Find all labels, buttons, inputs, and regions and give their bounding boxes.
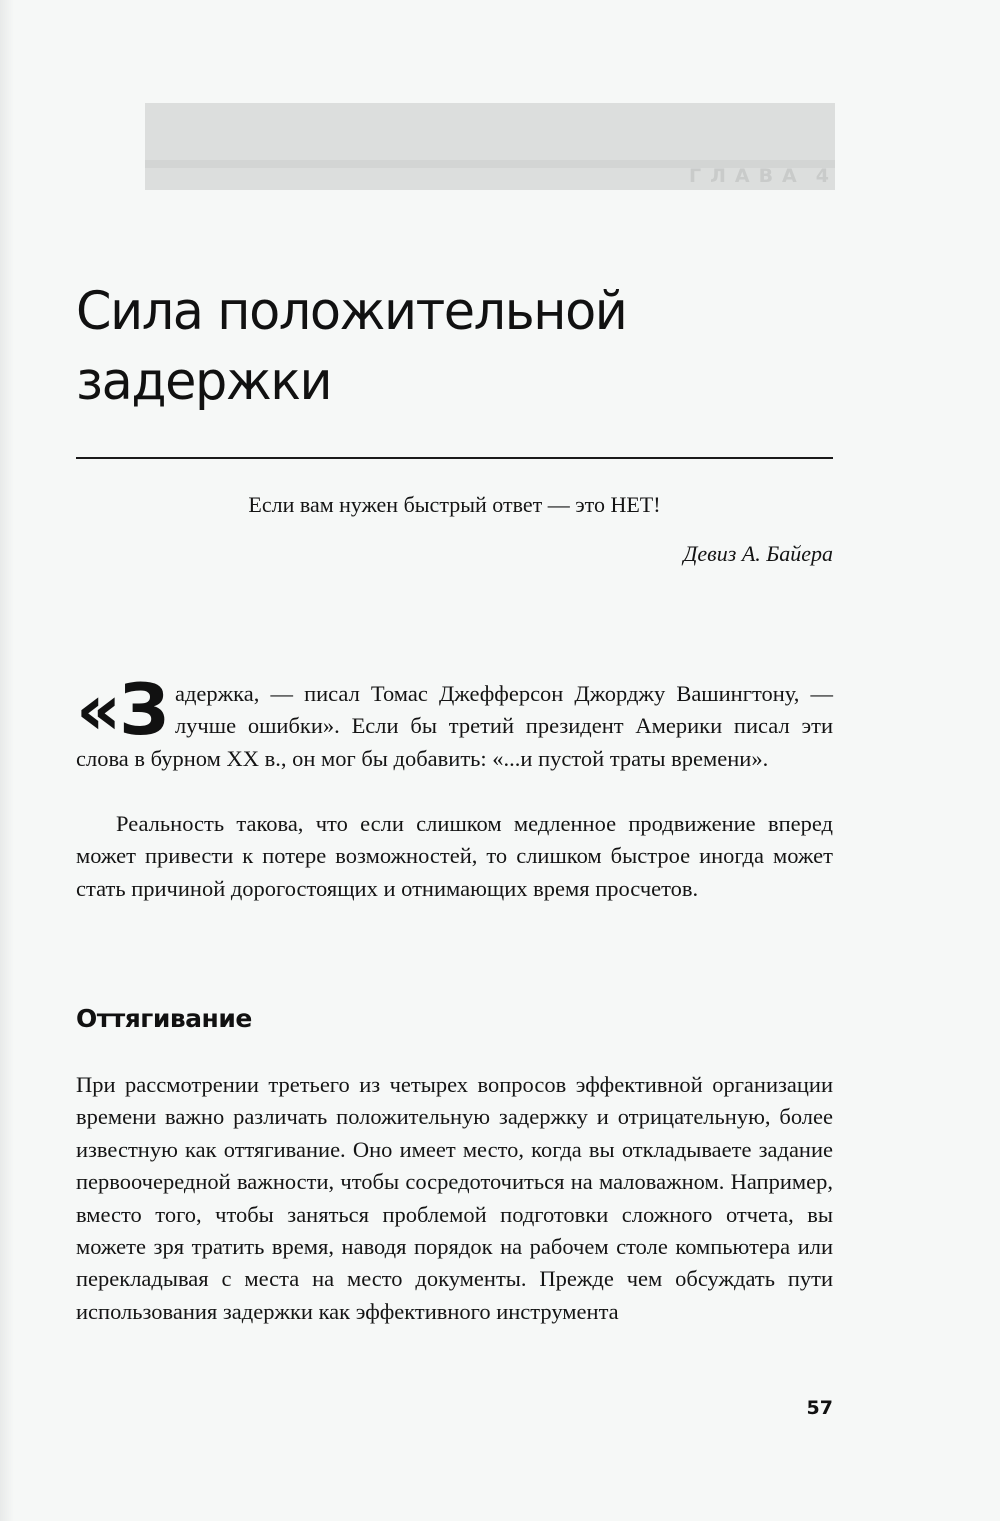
page-number: 57 xyxy=(806,1397,833,1419)
chapter-title-line-2: задержки xyxy=(76,351,332,412)
chapter-label xyxy=(689,165,829,187)
paragraph-1-text: адержка, — писал Томас Джефферсон Джорджу Вашингтону, — лучше ошибки». Если бы третий президент Америки писал эти слова в бурном XX в., он мог бы добавить: «...и пустой траты времени». xyxy=(76,681,833,771)
chapter-label-text: ГЛАВА xyxy=(688,165,806,187)
chapter-title xyxy=(76,277,626,417)
epigraph-quote: Если вам нужен быстрый ответ — это НЕТ! xyxy=(248,492,661,517)
drop-cap: «З xyxy=(76,669,167,751)
chapter-header-band xyxy=(145,103,835,190)
epigraph-author: Девиз А. Байера xyxy=(683,541,833,566)
title-divider xyxy=(76,457,833,459)
chapter-title-line-1: Сила положительной xyxy=(76,281,627,342)
body-paragraph-3: При рассмотрении третьего из четырех вопросов эффективной организации времени важно различать положительную задержку и отрицательную, более известную как оттягивание. Оно имеет место, когда вы откладываете задание первоочередной важности, чтобы сосредоточиться на маловажном. Например, вместо того, чтобы заняться проблемой подготовки сложного отчета, вы можете зря тратить время, наводя порядок на рабочем столе компьютера или перекладывая с места на место документы. Прежде чем обсуждать пути использования задержки как эффективного инструмента xyxy=(76,1072,833,1324)
body-paragraph-1 xyxy=(76,669,833,775)
page-edge-shadow xyxy=(0,0,14,1521)
section-heading: Оттягивание xyxy=(76,1004,252,1033)
chapter-number: 4 xyxy=(815,165,829,187)
body-paragraph-2: Реальность такова, что если слишком медленное продвижение вперед может привести к потере возможностей, то слишком быстрое иногда может стать причиной дорогостоящих и отнимающих время просчетов. xyxy=(76,811,833,901)
